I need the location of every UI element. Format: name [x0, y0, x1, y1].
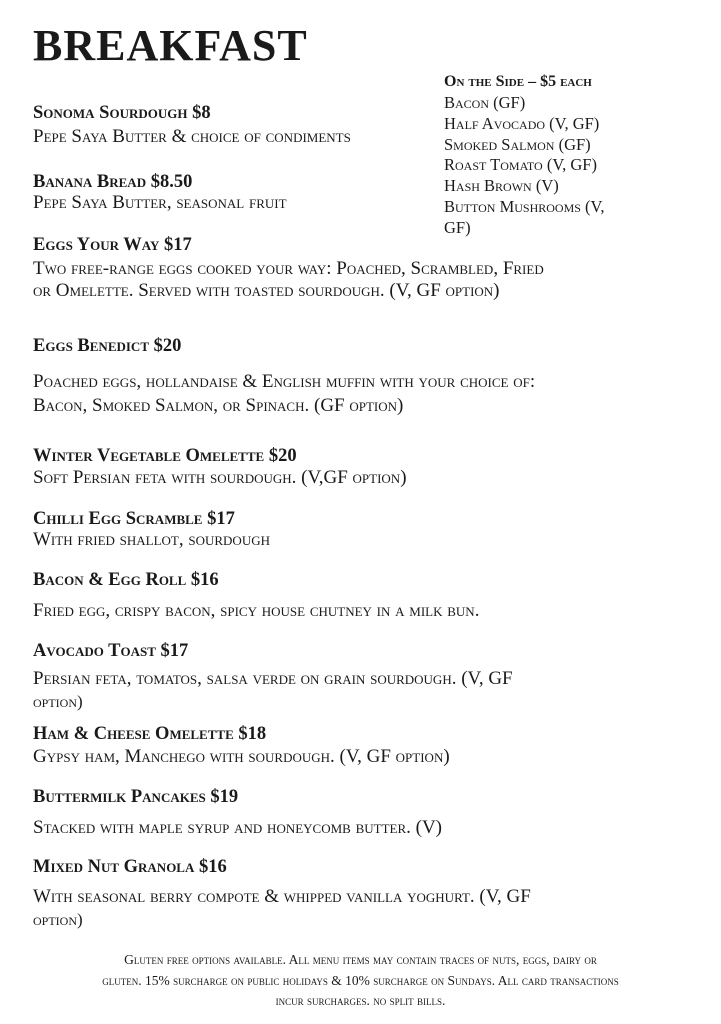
menu-item-title: Avocado Toast $17 — [33, 641, 189, 661]
side-item: Roast Tomato (V, GF) — [444, 155, 597, 174]
menu-item-desc: Soft Persian feta with sourdough. (V,GF option) — [33, 467, 407, 488]
menu-item-title: Sonoma Sourdough $8 — [33, 103, 211, 123]
footer-note: gluten. 15% surcharge on public holidays & 10% surcharge on Sundays. All card transactions — [102, 973, 619, 988]
side-heading: On the Side – $5 each — [444, 73, 592, 90]
menu-item-title: Eggs Your Way $17 — [33, 235, 192, 255]
side-item: Hash Brown (V) — [444, 176, 559, 195]
side-item: Bacon (GF) — [444, 93, 526, 112]
menu-item-desc: Pepe Saya Butter & choice of condiments — [33, 126, 351, 147]
side-item: Button Mushrooms (V, — [444, 197, 605, 216]
menu-item-desc: Gypsy ham, Manchego with sourdough. (V, GF option) — [33, 746, 450, 767]
menu-item-title: Banana Bread $8.50 — [33, 172, 193, 192]
menu-item-title: Chilli Egg Scramble $17 — [33, 509, 235, 529]
menu-item-desc: Poached eggs, hollandaise & English muffin with your choice of: — [33, 371, 536, 392]
side-item: Half Avocado (V, GF) — [444, 114, 600, 133]
menu-item-desc: Fried egg, crispy bacon, spicy house chutney in a milk bun. — [33, 600, 480, 621]
menu-item-desc: Bacon, Smoked Salmon, or Spinach. (GF option) — [33, 395, 404, 416]
menu-item-desc: With seasonal berry compote & whipped vanilla yoghurt. (V, GF — [33, 886, 531, 907]
menu-item-desc: Stacked with maple syrup and honeycomb butter. (V) — [33, 817, 443, 838]
menu-item-desc: option) — [33, 910, 83, 929]
menu-item-title: Eggs Benedict $20 — [33, 336, 182, 356]
side-item: Smoked Salmon (GF) — [444, 135, 591, 154]
footer-note: Gluten free options available. All menu items may contain traces of nuts, eggs, dairy or — [124, 952, 597, 967]
menu-item-desc: Pepe Saya Butter, seasonal fruit — [33, 192, 287, 213]
menu-item-title: Winter Vegetable Omelette $20 — [33, 446, 297, 466]
menu-item-title: Buttermilk Pancakes $19 — [33, 787, 239, 807]
menu-item-title: Mixed Nut Granola $16 — [33, 857, 227, 877]
menu-item-desc: Persian feta, tomatos, salsa verde on grain sourdough. (V, GF — [33, 668, 513, 689]
menu-item-desc: option) — [33, 692, 83, 711]
page-title: BREAKFAST — [33, 21, 308, 70]
footer-note: incur surcharges. no split bills. — [275, 993, 446, 1008]
menu-item-title: Bacon & Egg Roll $16 — [33, 570, 219, 590]
menu-item-title: Ham & Cheese Omelette $18 — [33, 724, 267, 744]
side-item: GF) — [444, 218, 471, 237]
menu-item-desc: Two free-range eggs cooked your way: Poached, Scrambled, Fried — [33, 258, 544, 279]
menu-item-desc: or Omelette. Served with toasted sourdough. (V, GF option) — [33, 280, 500, 301]
menu-item-desc: With fried shallot, sourdough — [33, 529, 270, 550]
